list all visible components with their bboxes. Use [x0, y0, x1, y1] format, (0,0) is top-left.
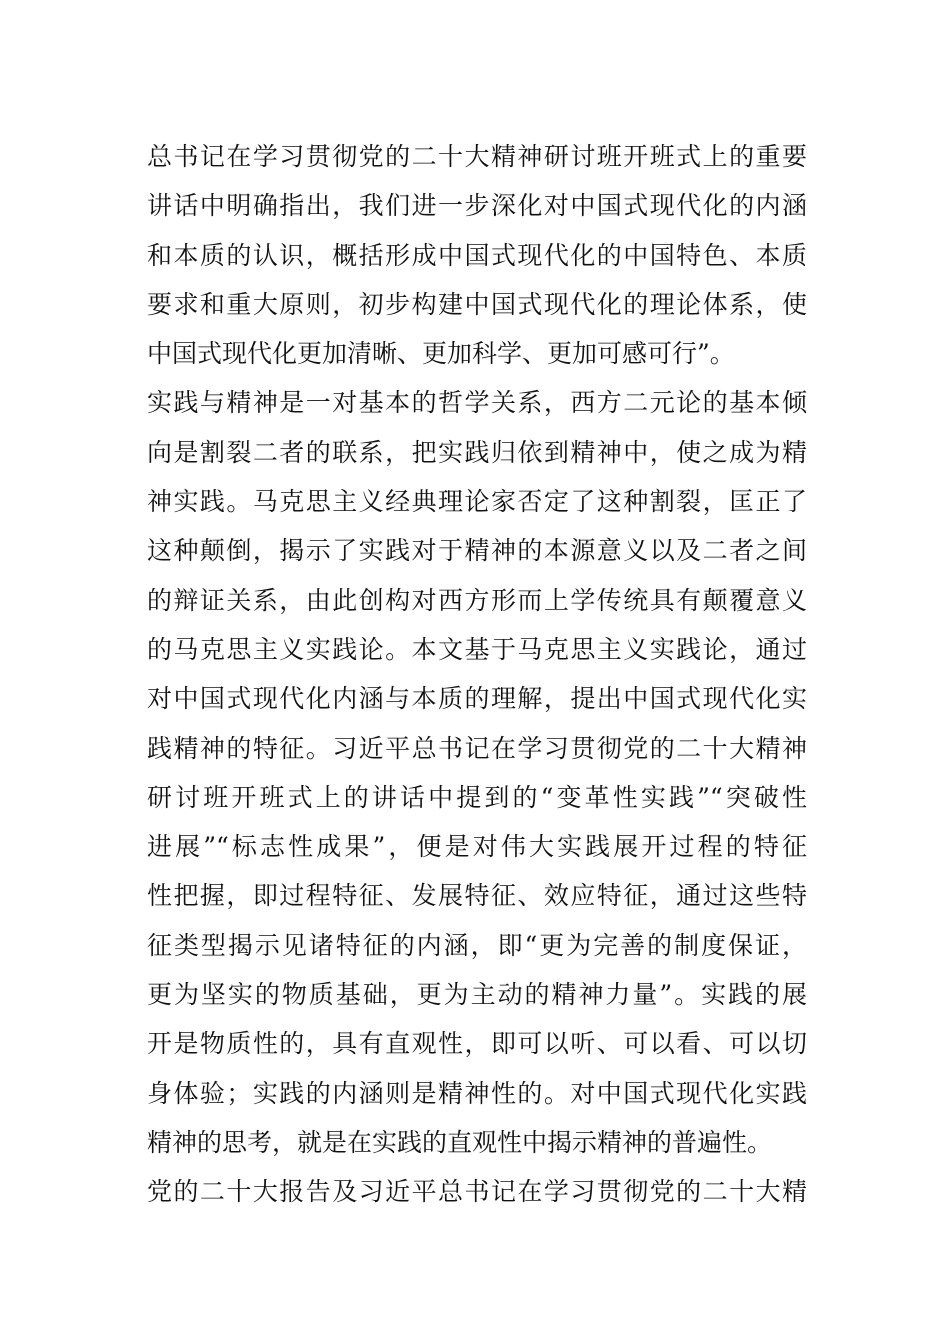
text-line: 神实践。马克思主义经典理论家否定了这种割裂，匡正了 [147, 487, 807, 517]
text-line: 和本质的认识，概括形成中国式现代化的中国特色、本质 [147, 240, 807, 270]
text-line: 要求和重大原则，初步构建中国式现代化的理论体系，使 [147, 289, 807, 319]
text-line: 实践与精神是一对基本的哲学关系，西方二元论的基本倾 [147, 388, 807, 418]
text-line: 身体验；实践的内涵则是精神性的。对中国式现代化实践 [147, 1078, 807, 1108]
text-line: 性把握，即过程特征、发展特征、效应特征，通过这些特 [147, 881, 807, 911]
text-line: 进展”“标志性成果”，便是对伟大实践展开过程的特征 [147, 832, 807, 862]
text-line: 更为坚实的物质基础，更为主动的精神力量”。实践的展 [147, 980, 807, 1010]
text-line: 党的二十大报告及习近平总书记在学习贯彻党的二十大精 [147, 1177, 807, 1207]
text-line: 对中国式现代化内涵与本质的理解，提出中国式现代化实 [147, 684, 807, 714]
text-line: 总书记在学习贯彻党的二十大精神研讨班开班式上的重要 [147, 142, 807, 171]
text-line: 的马克思主义实践论。本文基于马克思主义实践论，通过 [147, 634, 807, 664]
text-line: 征类型揭示见诸特征的内涵，即“更为完善的制度保证， [147, 930, 807, 960]
text-line: 精神的思考，就是在实践的直观性中揭示精神的普遍性。 [147, 1127, 773, 1157]
text-line: 讲话中明确指出，我们进一步深化对中国式现代化的内涵 [147, 191, 807, 221]
text-line: 践精神的特征。习近平总书记在学习贯彻党的二十大精神 [147, 733, 807, 763]
body-text [147, 132, 807, 1217]
text-line: 的辩证关系，由此创构对西方形而上学传统具有颠覆意义 [147, 585, 807, 615]
text-line: 研讨班开班式上的讲话中提到的“变革性实践”“突破性 [147, 782, 807, 812]
text-line: 向是割裂二者的联系，把实践归依到精神中，使之成为精 [147, 437, 807, 467]
text-line: 中国式现代化更加清晰、更加科学、更加可感可行”。 [147, 339, 735, 369]
text-line: 这种颠倒，揭示了实践对于精神的本源意义以及二者之间 [147, 536, 807, 566]
text-line: 开是物质性的，具有直观性，即可以听、可以看、可以切 [147, 1029, 807, 1059]
